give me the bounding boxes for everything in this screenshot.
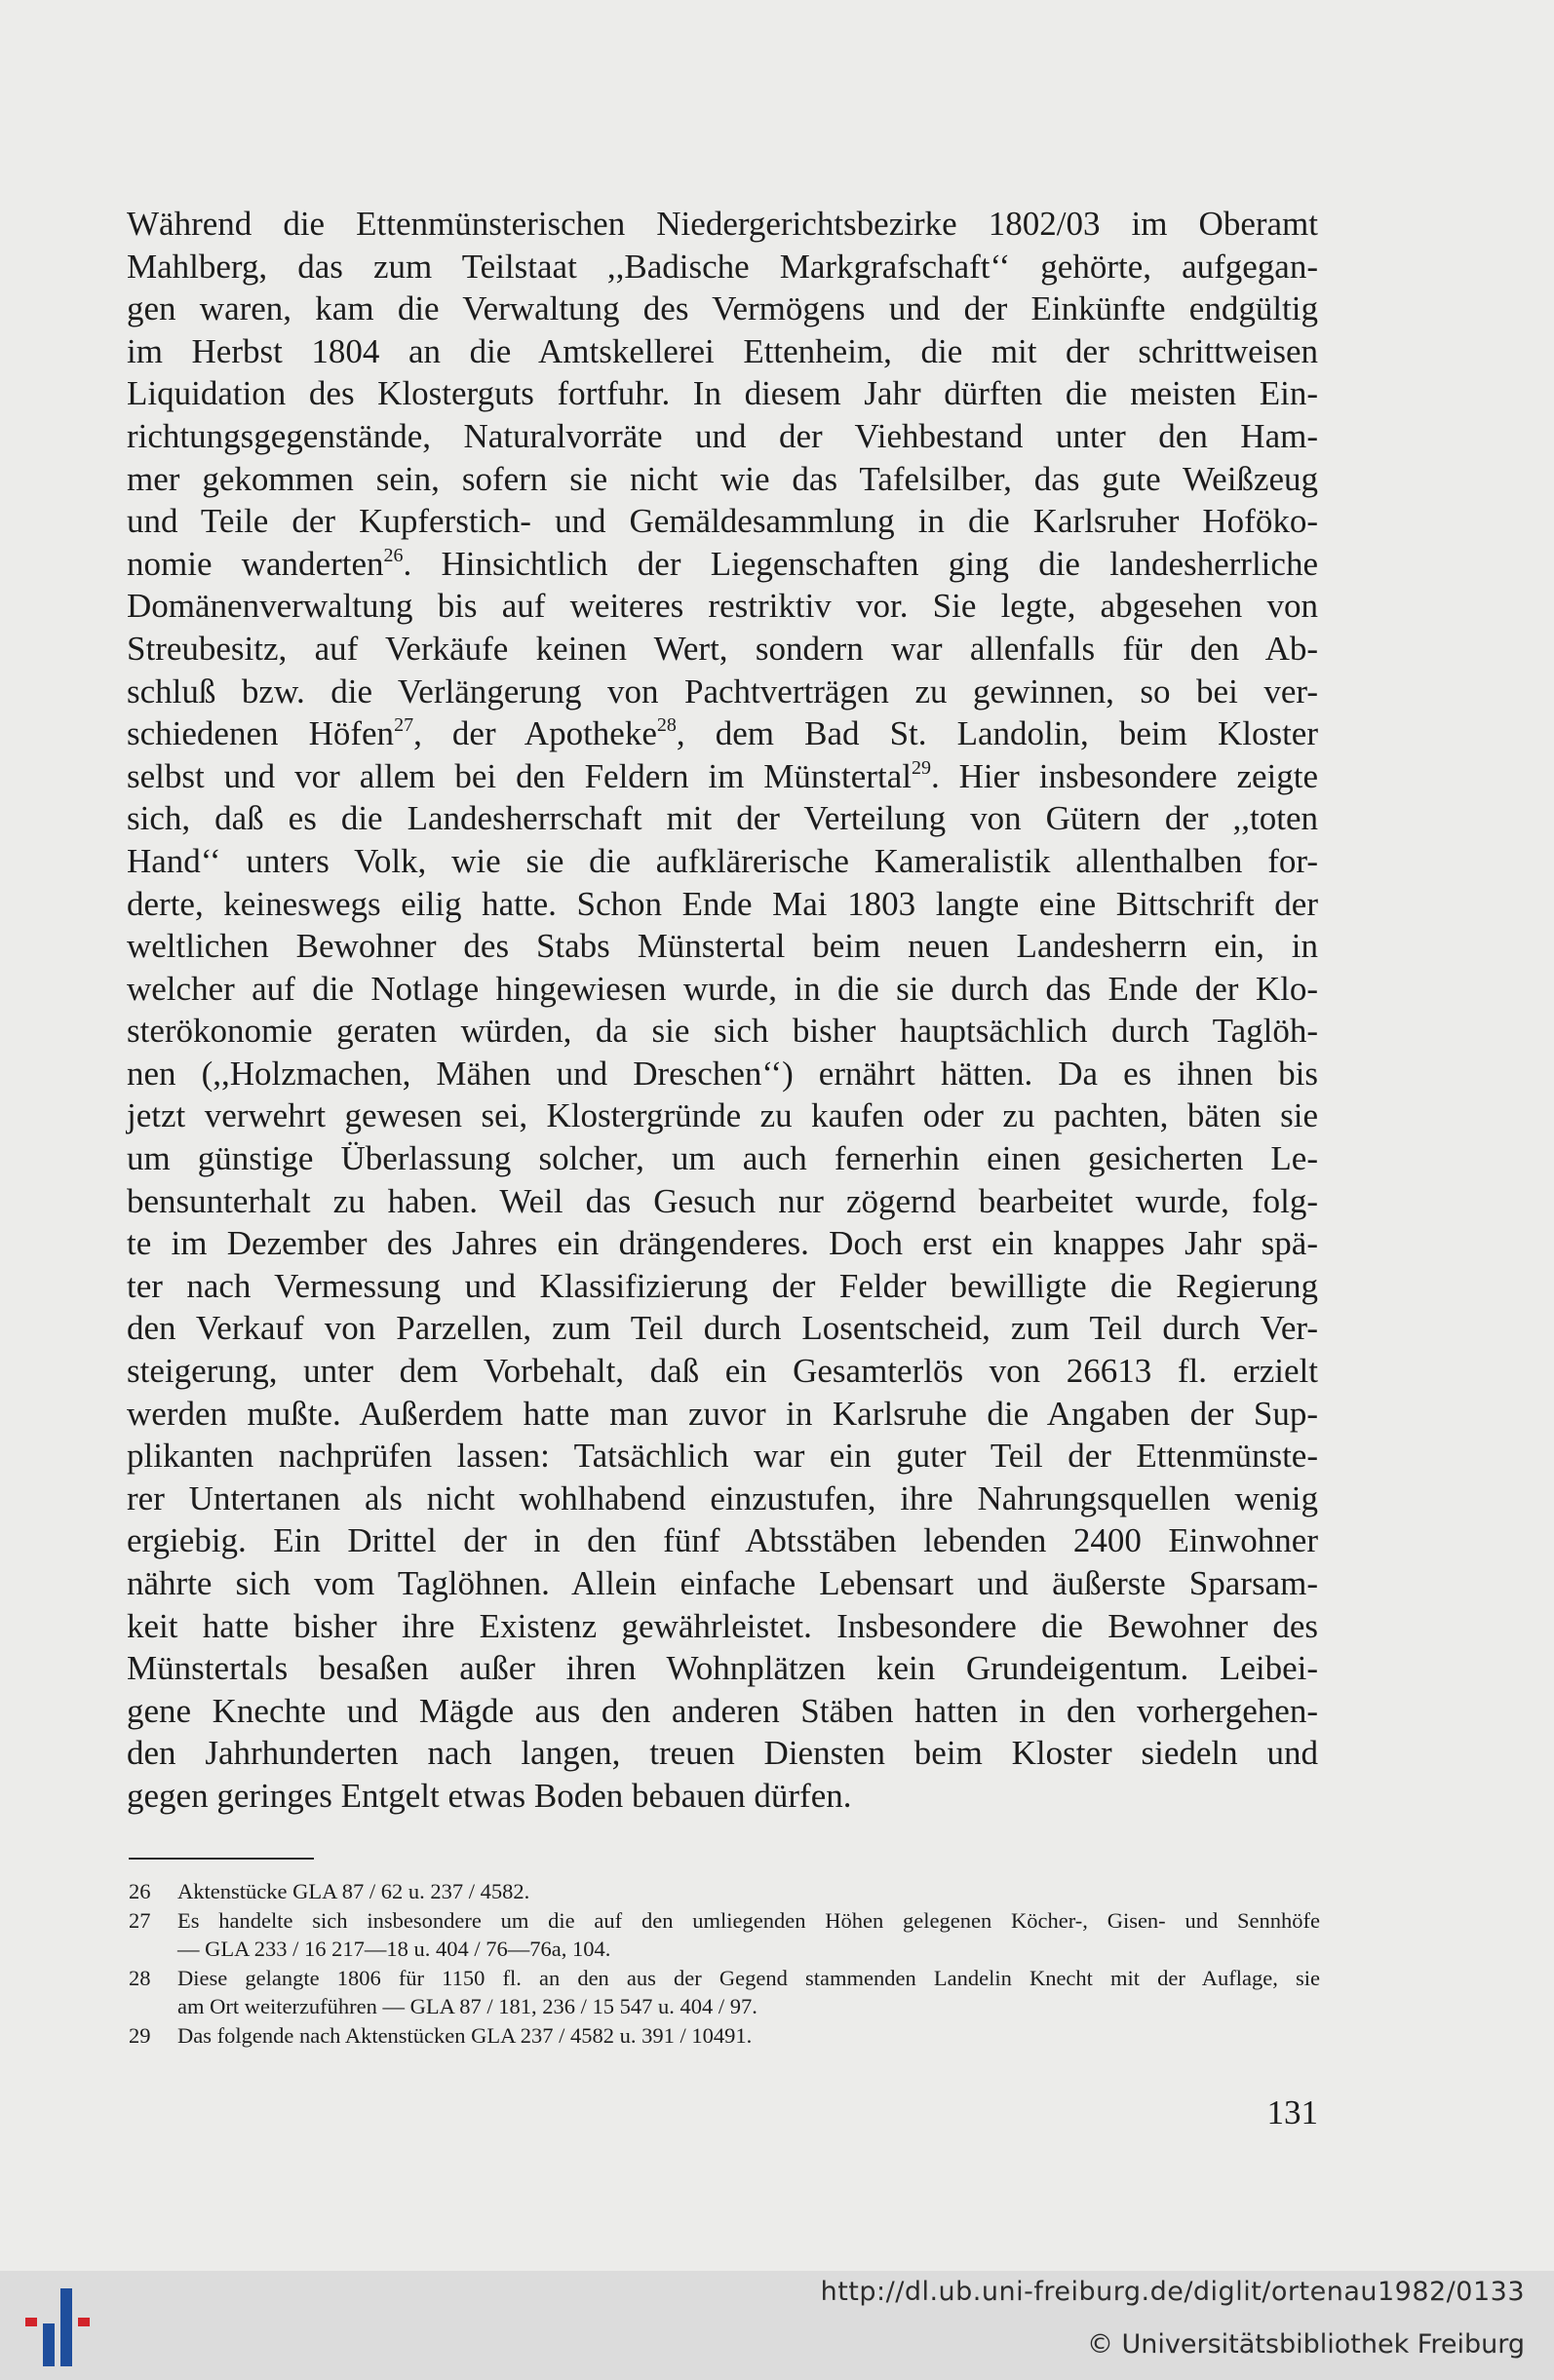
footnote-text	[177, 1964, 1320, 2021]
text-line: ergiebig. Ein Drittel der in den fünf Abtsstäben lebenden 2400 Einwohner	[127, 1521, 1318, 1560]
text-line	[127, 712, 1318, 755]
text-line: um günstige Überlassung solcher, um auch fernerhin einen gesicherten Le-	[127, 1139, 1318, 1178]
text-line: sterökonomie geraten würden, da sie sich bisher hauptsächlich durch Taglöh-	[127, 1012, 1318, 1051]
footnote-divider	[129, 1858, 314, 1860]
text-line: Mahlberg, das zum Teilstaat ,,Badische Markgrafschaft‘‘ gehörte, aufgegan-	[127, 247, 1318, 286]
text-segment: . Hier insbesondere zeigte	[930, 756, 1318, 795]
footnote-number: 29	[129, 2022, 151, 2048]
text-line: den Verkauf von Parzellen, zum Teil durch Losentscheid, zum Teil durch Ver-	[127, 1309, 1318, 1348]
text-line: im Herbst 1804 an die Amtskellerei Ettenheim, die mit der schrittweisen	[127, 331, 1318, 370]
footnote-26	[129, 1877, 1320, 1906]
text-line: te im Dezember des Jahres ein drängenderes. Doch erst ein knappes Jahr spä-	[127, 1224, 1318, 1263]
footnotes	[129, 1877, 1320, 2050]
text-segment: nomie wanderten	[127, 544, 384, 583]
source-url-link[interactable]: http://dl.ub.uni-freiburg.de/diglit/ortenau1982/0133	[820, 2277, 1525, 2307]
ub-freiburg-logo-icon[interactable]	[21, 2284, 101, 2372]
text-line: gene Knechte und Mägde aus den anderen Stäben hatten in den vorhergehen-	[127, 1691, 1318, 1730]
text-line: richtungsgegenstände, Naturalvorräte und der Viehbestand unter den Ham-	[127, 416, 1318, 455]
text-line	[127, 755, 1318, 798]
text-line: nen (,,Holzmachen, Mähen und Dreschen‘‘) ernährt hätten. Da es ihnen bis	[127, 1054, 1318, 1093]
text-line: Streubesitz, auf Verkäufe keinen Wert, sondern war allenfalls für den Ab-	[127, 629, 1318, 668]
body-text	[127, 203, 1318, 1818]
copyright-text: © Universitätsbibliothek Freiburg	[1086, 2329, 1525, 2360]
text-line: werden mußte. Außerdem hatte man zuvor in Karlsruhe die Angaben der Sup-	[127, 1394, 1318, 1433]
footnote-27	[129, 1906, 1320, 1964]
footnote-line: — GLA 233 / 16 217—18 u. 404 / 76—76a, 104.	[177, 1937, 611, 1961]
footnote-line: am Ort weiterzuführen — GLA 87 / 181, 236 / 15 547 u. 404 / 97.	[177, 1994, 758, 2018]
text-line: bensunterhalt zu haben. Weil das Gesuch nur zögernd bearbeitet wurde, folg-	[127, 1181, 1318, 1220]
text-line: den Jahrhunderten nach langen, treuen Diensten beim Kloster siedeln und	[127, 1734, 1318, 1773]
footnote-28	[129, 1964, 1320, 2021]
footer-bar	[0, 2271, 1554, 2380]
text-segment: . Hinsichtlich der Liegenschaften ging die landesherrliche	[403, 544, 1318, 583]
text-line	[127, 543, 1318, 586]
text-line: plikanten nachprüfen lassen: Tatsächlich war ein guter Teil der Ettenmünste-	[127, 1437, 1318, 1476]
text-segment: schiedenen Höfen	[127, 714, 395, 753]
footnote-29	[129, 2021, 1320, 2051]
text-line: derte, keineswegs eilig hatte. Schon Ende Mai 1803 langte eine Bittschrift der	[127, 884, 1318, 923]
text-line: welcher auf die Notlage hingewiesen wurde, in die sie durch das Ende der Klo-	[127, 969, 1318, 1008]
text-line: keit hatte bisher ihre Existenz gewährleistet. Insbesondere die Bewohner des	[127, 1606, 1318, 1645]
text-line: Hand‘‘ unters Volk, wie sie die aufklärerische Kameralistik allenthalben for-	[127, 841, 1318, 880]
text-line: gegen geringes Entgelt etwas Boden bebauen dürfen.	[127, 1776, 852, 1815]
text-line: Münstertals besaßen außer ihren Wohnplätzen kein Grundeigentum. Leibei-	[127, 1649, 1318, 1688]
footnote-ref-29[interactable]: 29	[911, 756, 931, 779]
text-line: mer gekommen sein, sofern sie nicht wie das Tafelsilber, das gute Weißzeug	[127, 459, 1318, 498]
footnote-ref-28[interactable]: 28	[656, 714, 677, 737]
footnote-line: Es handelte sich insbesondere um die auf den umliegenden Höhen gelegenen Köcher-, Gisen- und Sennhöfe	[177, 1907, 1320, 1933]
text-line: Domänenverwaltung bis auf weiteres restriktiv vor. Sie legte, abgesehen von	[127, 587, 1318, 626]
text-line: Liquidation des Klosterguts fortfuhr. In diesem Jahr dürften die meisten Ein-	[127, 374, 1318, 413]
text-line: gen waren, kam die Verwaltung des Vermögens und der Einkünfte endgültig	[127, 289, 1318, 328]
footnote-line: Aktenstücke GLA 87 / 62 u. 237 / 4582.	[177, 1879, 530, 1903]
text-line: Während die Ettenmünsterischen Niedergerichtsbezirke 1802/03 im Oberamt	[127, 205, 1318, 243]
footnote-text	[177, 2021, 1320, 2051]
text-line: weltlichen Bewohner des Stabs Münstertal beim neuen Landesherrn ein, in	[127, 927, 1318, 966]
text-segment: selbst und vor allem bei den Feldern im Münstertal	[127, 756, 912, 795]
footnote-ref-26[interactable]: 26	[383, 544, 404, 566]
text-line: ter nach Vermessung und Klassifizierung der Felder bewilligte die Regierung	[127, 1266, 1318, 1305]
text-line: und Teile der Kupferstich- und Gemäldesammlung in die Karlsruher Hoföko-	[127, 502, 1318, 541]
footnote-line: Das folgende nach Aktenstücken GLA 237 / 4582 u. 391 / 10491.	[177, 2022, 753, 2048]
footnote-number: 26	[129, 1879, 151, 1903]
text-line: nährte sich vom Taglöhnen. Allein einfache Lebensart und äußerste Sparsam-	[127, 1564, 1318, 1602]
footnote-line: Diese gelangte 1806 für 1150 fl. an den aus der Gegend stammenden Landelin Knecht mit der Auflage, sie	[177, 1965, 1320, 1990]
text-line: steigerung, unter dem Vorbehalt, daß ein Gesamterlös von 26613 fl. erzielt	[127, 1352, 1318, 1391]
text-line: jetzt verwehrt gewesen sei, Klostergründe zu kaufen oder zu pachten, bäten sie	[127, 1096, 1318, 1135]
footnote-number: 28	[129, 1965, 151, 1990]
footnote-number: 27	[129, 1907, 151, 1933]
text-line: sich, daß es die Landesherrschaft mit der Verteilung von Gütern der ,,toten	[127, 799, 1318, 838]
footnote-text	[177, 1906, 1320, 1964]
text-line: schluß bzw. die Verlängerung von Pachtverträgen zu gewinnen, so bei ver-	[127, 672, 1318, 710]
text-segment: , dem Bad St. Landolin, beim Kloster	[676, 714, 1318, 753]
page-number: 131	[1266, 2093, 1318, 2131]
footnote-ref-27[interactable]: 27	[394, 714, 414, 737]
footnote-text	[177, 1877, 1320, 1906]
text-segment: , der Apotheke	[413, 714, 657, 753]
text-line: rer Untertanen als nicht wohlhabend einzustufen, ihre Nahrungsquellen wenig	[127, 1478, 1318, 1517]
